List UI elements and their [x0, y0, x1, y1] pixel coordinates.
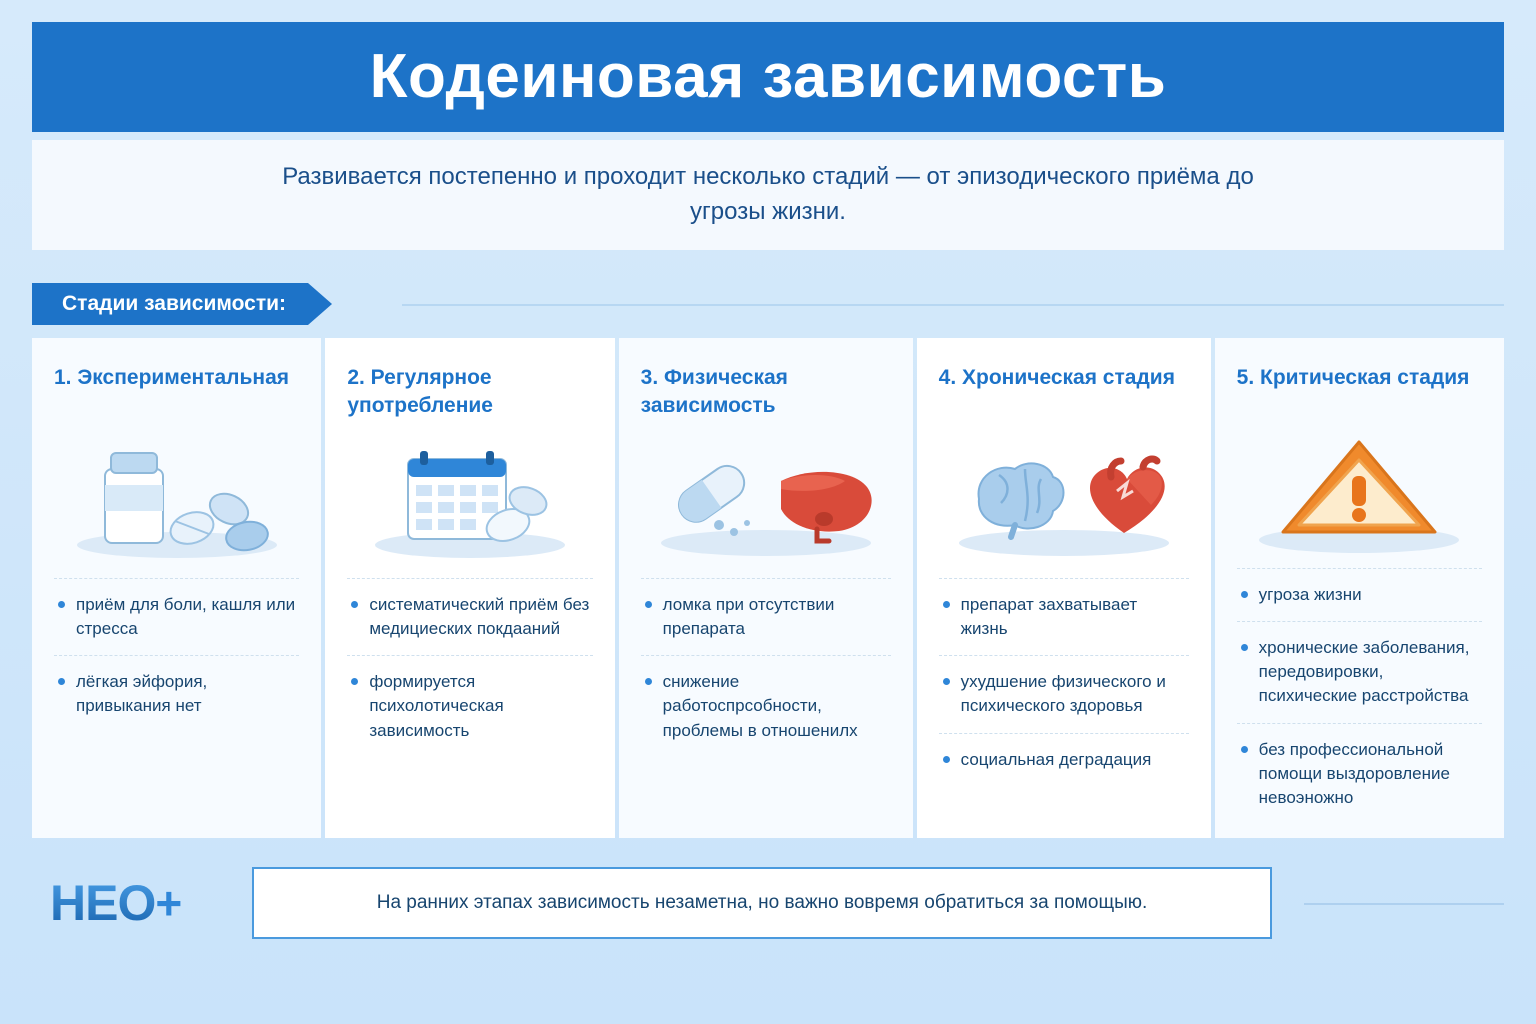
stage-bullets: [1237, 568, 1482, 824]
bullet-text: ухудшение физического и психического здоровья: [960, 672, 1166, 716]
list-item: [54, 578, 299, 655]
logo-text: НЕО: [50, 875, 156, 931]
stage-title: 1. Экспериментальная: [54, 366, 290, 389]
stage-bullets: [641, 578, 891, 757]
list-item: [641, 578, 891, 655]
bullet-dot-icon: [58, 678, 65, 685]
bullet-text: приём для боли, кашля или стресса: [76, 595, 296, 639]
stages-list: [32, 338, 1504, 838]
pill-bottle-icon: [54, 428, 299, 568]
bullet-text: формируется психолотическая зависимость: [369, 672, 504, 740]
bullet-text: ломка при отсутствии препарата: [662, 595, 835, 639]
bullet-dot-icon: [1241, 746, 1248, 753]
bullet-text: угроза жизни: [1258, 585, 1362, 604]
list-item: [1237, 723, 1482, 824]
logo-plus-icon: +: [155, 877, 183, 929]
list-item: [939, 733, 1189, 786]
subtitle-box: [32, 140, 1504, 250]
list-item: [347, 578, 592, 655]
footer: [32, 858, 1504, 948]
stage-card-1: [32, 338, 321, 838]
bullet-text: социальная деградация: [960, 749, 1152, 769]
header-bar: [32, 22, 1504, 132]
stage-title: 2. Регулярное употребление: [347, 366, 493, 418]
warning-triangle-icon: [1237, 428, 1482, 558]
stage-card-2: [325, 338, 614, 838]
bullet-text: лёгкая эйфория, привыкания нет: [76, 672, 208, 716]
stage-card-5: [1215, 338, 1504, 838]
footer-note-text: На ранних этапах зависимость незаметна, но важно вовремя обратиться за помощыю.: [376, 892, 1148, 913]
section-banner: [32, 283, 332, 325]
bullet-dot-icon: [645, 601, 652, 608]
bullet-dot-icon: [351, 601, 358, 608]
bullet-dot-icon: [943, 756, 950, 763]
stage-title: 3. Физическая зависимость: [640, 366, 788, 418]
bullet-dot-icon: [943, 601, 950, 608]
stage-card-4: [917, 338, 1211, 838]
brain-heart-icon: [939, 428, 1189, 568]
bullet-dot-icon: [58, 601, 65, 608]
list-item: [1237, 621, 1482, 722]
list-item: [939, 578, 1189, 655]
list-item: [641, 655, 891, 756]
list-item: [54, 655, 299, 732]
bullet-dot-icon: [645, 678, 652, 685]
bullet-text: снижение работоспрсобности, проблемы в отношенилх: [662, 672, 858, 740]
list-item: [939, 655, 1189, 732]
bullet-text: препарат захватывает жизнь: [960, 595, 1138, 639]
stage-title: 4. Хроническая стадия: [938, 366, 1175, 389]
footer-note: [252, 867, 1272, 939]
logo: [32, 874, 242, 932]
page-title: Кодеиновая зависимость: [369, 42, 1167, 111]
stage-bullets: [939, 578, 1189, 786]
banner-arrow-icon: [308, 283, 332, 325]
subtitle-text: Развивается постепенно и проходит несколько стадий — от эпизодического приёма до угрозы жизни.: [282, 163, 1254, 225]
bullet-text: без профессиональной помощи выздоровление невоэножно: [1258, 739, 1450, 807]
footer-divider: [1304, 903, 1504, 905]
bullet-text: хронические заболевания, передовировки, психические расстройства: [1258, 638, 1470, 706]
bullet-dot-icon: [943, 678, 950, 685]
calendar-pills-icon: [347, 428, 592, 568]
stage-card-3: [619, 338, 913, 838]
stage-title: 5. Критическая стадия: [1236, 366, 1470, 389]
bullet-dot-icon: [351, 678, 358, 685]
bullet-text: систематический приём без медициеских покдааний: [369, 595, 590, 639]
bullet-dot-icon: [1241, 644, 1248, 651]
list-item: [347, 655, 592, 756]
bullet-dot-icon: [1241, 591, 1248, 598]
section-banner-label: Стадии зависимости:: [32, 283, 308, 325]
banner-divider: [402, 304, 1504, 306]
list-item: [1237, 568, 1482, 621]
stage-bullets: [54, 578, 299, 733]
stage-bullets: [347, 578, 592, 757]
capsule-liver-icon: [641, 428, 891, 568]
